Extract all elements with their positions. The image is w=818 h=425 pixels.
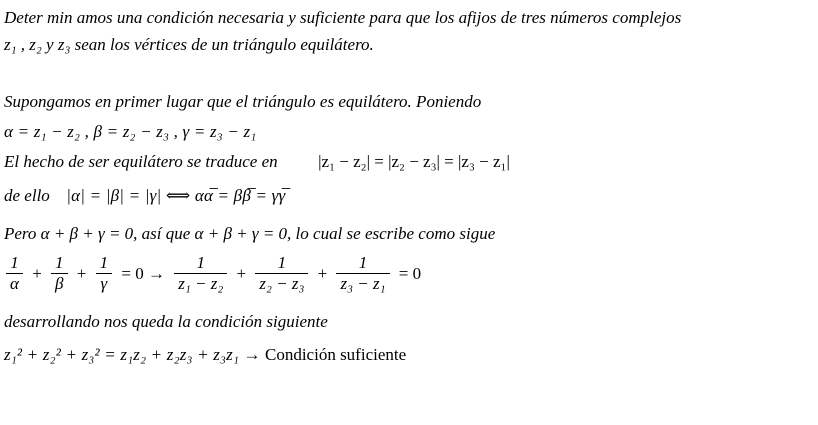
fraction-denominator: z₂ − z₃	[259, 274, 305, 293]
fraction-denominator: z₃ − z₁	[340, 274, 386, 293]
final-condition-line	[4, 345, 406, 365]
fraction-numerator: 1	[96, 253, 113, 274]
definitions-line: α = z₁ − z₂ , β = z₂ − z₃ , γ = z₃ − z₁	[4, 122, 257, 141]
equilateral-translation-text: El hecho de ser equilátero se traduce en	[4, 152, 278, 171]
fraction-denominator: α	[10, 274, 19, 293]
consequence-text: de ello	[4, 186, 50, 205]
fraction-one-over-beta	[51, 253, 68, 294]
fraction-one-over-z3-minus-z1	[336, 253, 389, 294]
fraction-numerator: 1	[51, 253, 68, 274]
fraction-one-over-alpha	[6, 253, 23, 294]
plus-sign: +	[236, 263, 247, 283]
plus-sign: +	[32, 263, 42, 283]
fraction-denominator: β	[55, 274, 64, 293]
modulus-equivalence-equation: |α| = |β| = |γ| ⟺ αα̅ = ββ̅ = γγ̅	[66, 186, 286, 205]
fraction-one-over-z2-minus-z3	[255, 253, 308, 294]
intro-line-1: Deter min amos una condición necesaria y suficiente para que los afijos de tres números complejos	[4, 8, 682, 27]
fraction-one-over-gamma	[96, 253, 113, 294]
equals-zero-arrow: = 0 →	[121, 263, 165, 283]
fraction-numerator: 1	[336, 253, 389, 274]
sum-zero-line: Pero α + β + γ = 0, así que α + β + γ = 0, lo cual se escribe como sigue	[4, 224, 496, 243]
plus-sign: +	[317, 263, 328, 283]
fraction-numerator: 1	[255, 253, 308, 274]
reciprocal-sum-equation	[4, 253, 424, 294]
plus-sign: +	[76, 263, 87, 283]
equal-sides-equation: |z₁ − z₂| = |z₂ − z₃| = |z₃ − z₁|	[318, 152, 510, 171]
fraction-denominator: z₁ − z₂	[178, 274, 224, 293]
equals-zero: = 0	[398, 263, 422, 283]
fraction-numerator: 1	[174, 253, 227, 274]
assumption-line: Supongamos en primer lugar que el triángulo es equilátero. Poniendo	[4, 92, 482, 111]
equilateral-translation-line	[4, 152, 510, 172]
fraction-one-over-z1-minus-z2	[174, 253, 227, 294]
final-condition-label: Condición suficiente	[264, 345, 407, 364]
development-line: desarrollando nos queda la condición siguiente	[4, 312, 328, 331]
fraction-numerator: 1	[6, 253, 23, 274]
intro-line-2: z₁ , z₂ y z₃ sean los vértices de un triángulo equilátero.	[4, 35, 374, 54]
final-condition-equation: z₁² + z₂² + z₃² = z₁z₂ + z₂z₃ + z₃z₁ →	[4, 345, 261, 364]
fraction-denominator: γ	[100, 274, 108, 293]
consequence-line	[4, 186, 285, 206]
